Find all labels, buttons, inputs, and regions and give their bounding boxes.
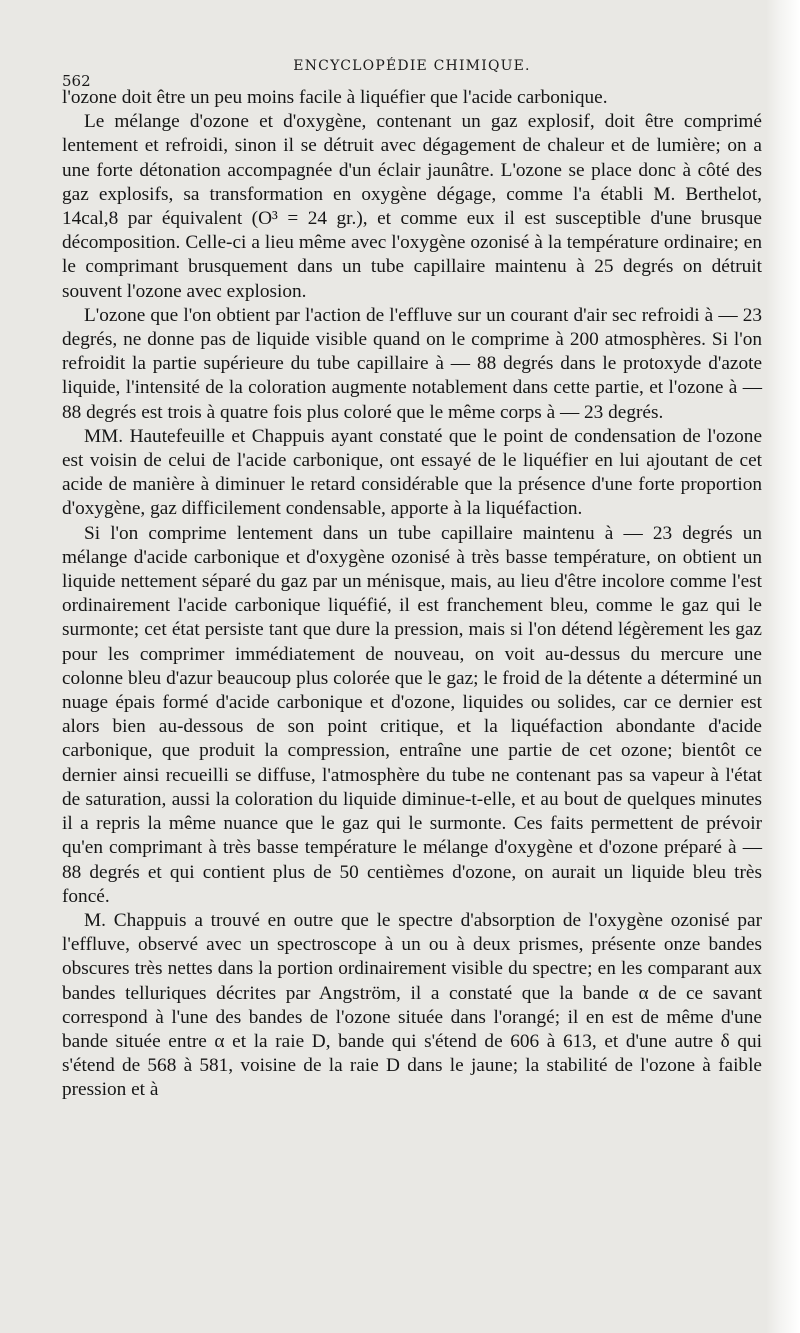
paragraph-explosive-mixture: Le mélange d'ozone et d'oxygène, contenant un gaz explosif, doit être comprimé lentement et refroidi, sinon il se détruit avec dégagement de chaleur et de lumière; on a une forte détonation accompagnée d'un éclair jaunâtre. L'ozone se place donc à côté des gaz explosifs, sa transformation en oxygène dégage, comme l'a établi M. Berthelot, 14cal,8 par équivalent (O³ = 24 gr.), et comme eux il est susceptible d'une brusque décomposition. Celle-ci a lieu même avec l'oxygène ozonisé à la température ordinaire; en le comprimant brusquement dans un tube capillaire maintenu à 25 degrés on détruit souvent l'ozone avec explosion.	[62, 111, 762, 302]
paragraph-continuation: l'ozone doit être un peu moins facile à liquéfier que l'acide carbonique.	[62, 87, 608, 108]
paragraph-effluve-cooling: L'ozone que l'on obtient par l'action de l'effluve sur un courant d'air sec refroidi à — 23 degrés, ne donne pas de liquide visible quand on le comprime à 200 atmosphères. Si l'on refroidit la partie supérieure du tube capillaire à — 88 degrés dans le protoxyde d'azote liquide, l'intensité de la coloration augmente notablement dans cette partie, et l'ozone à — 88 degrés est trois à quatre fois plus coloré que le même corps à — 23 degrés.	[62, 304, 762, 423]
paragraph-hautefeuille-chappuis: MM. Hautefeuille et Chappuis ayant constaté que le point de condensation de l'ozone est voisin de celui de l'acide carbonique, ont essayé de le liquéfier en lui ajoutant de cet acide de manière à diminuer le retard considérable que la présence d'une forte proportion d'oxygène, gaz difficilement condensable, apporte à la liquéfaction.	[62, 425, 762, 520]
body-text	[62, 86, 762, 1103]
paragraph-absorption-spectrum: M. Chappuis a trouvé en outre que le spectre d'absorption de l'oxygène ozonisé par l'effluve, observé avec un spectroscope à un ou à deux prismes, présente onze bandes obscures très nettes dans la portion ordinairement visible du spectre; en les comparant aux bandes telluriques décrites par Angström, il a constaté que la bande α de ce savant correspond à l'une des bandes de l'ozone située dans l'orangé; il en est de même d'une bande située entre α et la raie D, bande qui s'étend de 606 à 613, et d'une autre δ qui s'étend de 568 à 581, voisine de la raie D dans le jaune; la stabilité de l'ozone à faible pression et à	[62, 909, 762, 1101]
page-number: 562	[62, 72, 91, 90]
page-edge-margin	[766, 0, 800, 1333]
paragraph-slow-compression: Si l'on comprime lentement dans un tube capillaire maintenu à — 23 degrés un mélange d'acide carbonique et d'oxygène ozonisé à très basse température, on obtient un liquide nettement séparé du gaz par un ménisque, mais, au lieu d'être incolore comme l'est ordinairement l'acide carbonique liquéfié, il est franchement bleu, comme le gaz qui le surmonte; cet état persiste tant que dure la pression, mais si l'on détend légèrement les gaz pour les comprimer immédiatement de nouveau, on voit au-dessus du mercure une colonne bleu d'azur beaucoup plus colorée que le gaz; le froid de la détente a déterminé un nuage épais formé d'acide carbonique et d'ozone, liquides ou solides, car ce dernier est alors bien au-dessous de son point critique, et la liquéfaction abondante d'acide carbonique, que produit la compression, entraîne une partie de cet ozone; bientôt ce dernier ainsi recueilli se diffuse, l'atmosphère du tube ne contenant pas sa vapeur à l'état de saturation, aussi la coloration du liquide diminue-t-elle, et au bout de quelques minutes il a repris la même nuance que le gaz qui le surmonte. Ces faits permettent de prévoir qu'en comprimant à très basse température le mélange d'oxygène et d'ozone préparé à — 88 degrés et qui contient plus de 50 centièmes d'ozone, on aurait un liquide bleu très foncé.	[62, 522, 762, 907]
page-header	[62, 52, 762, 90]
running-title: ENCYCLOPÉDIE CHIMIQUE.	[293, 58, 531, 74]
